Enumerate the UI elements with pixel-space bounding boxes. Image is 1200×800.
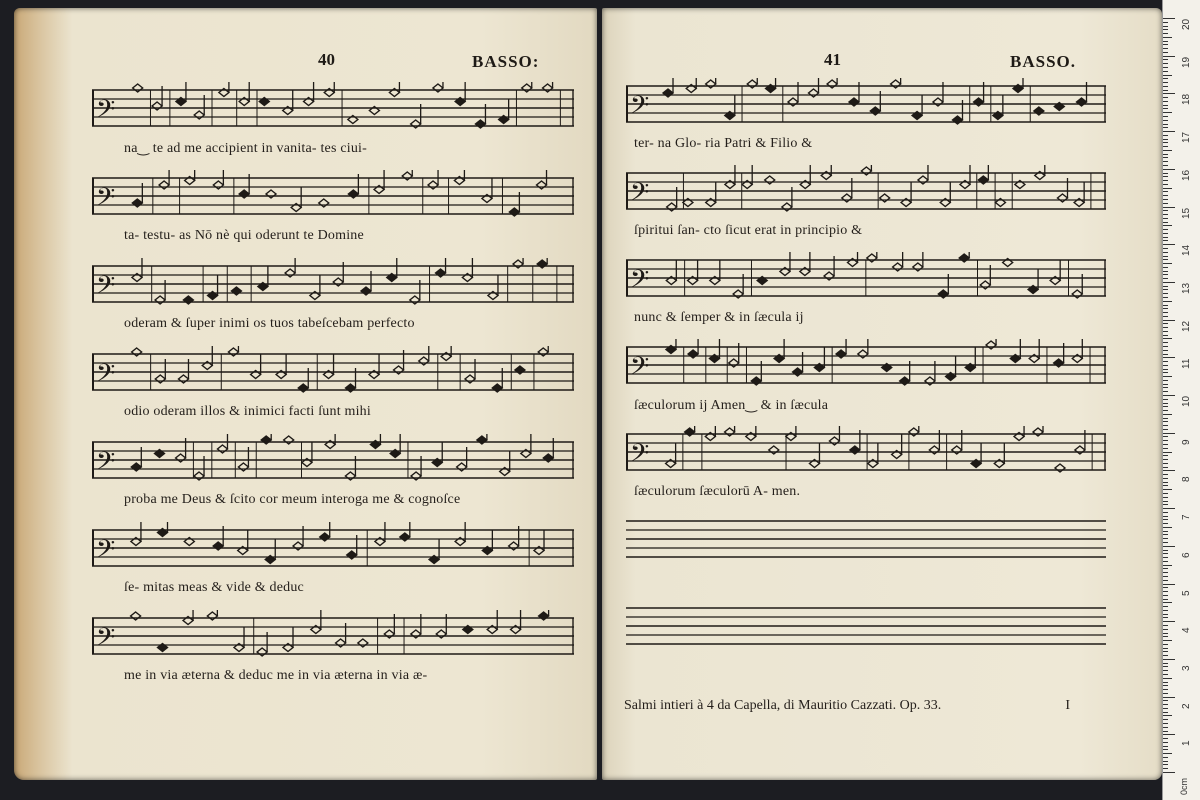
ruler-tick <box>1163 278 1168 279</box>
staff-lines <box>626 513 1106 571</box>
ruler-tick <box>1163 78 1168 79</box>
ruler-tick <box>1163 301 1172 302</box>
staff-system <box>92 434 574 507</box>
ruler-number: 3 <box>1181 665 1192 671</box>
lyric-line: nunc & ſemper & in ſæcula ij <box>634 310 804 325</box>
staff-system <box>92 170 574 243</box>
ruler-tick <box>1163 101 1168 102</box>
ruler-tick <box>1163 595 1168 596</box>
ruler-tick <box>1163 406 1168 407</box>
ruler-tick <box>1163 610 1168 611</box>
ruler-number: 13 <box>1181 282 1192 294</box>
ruler-tick <box>1163 237 1168 238</box>
staff-lines <box>626 165 1106 223</box>
ruler-tick <box>1163 523 1168 524</box>
staff-lines <box>92 82 574 140</box>
ruler-tick <box>1163 195 1168 196</box>
ruler-tick <box>1163 267 1168 268</box>
svg-text:𝄢: 𝄢 <box>96 95 116 130</box>
ruler-tick <box>1163 700 1168 701</box>
ruler-tick <box>1163 289 1168 290</box>
part-name: BASSO: <box>472 52 540 71</box>
ruler-tick <box>1163 715 1172 716</box>
ruler-tick <box>1163 248 1168 249</box>
ruler-tick <box>1163 184 1168 185</box>
ruler-tick <box>1163 452 1172 453</box>
ruler-tick <box>1163 531 1168 532</box>
ruler-tick <box>1163 320 1175 321</box>
ruler-tick <box>1163 93 1175 94</box>
ruler-tick <box>1163 146 1168 147</box>
ruler-number: 8 <box>1181 476 1192 483</box>
ruler-tick <box>1163 165 1168 166</box>
measurement-ruler: 20 19 18 17 16 15 14 13 12 11 10 9 8 7 6 5 4 3 2 1 0cm <box>1162 0 1200 800</box>
ruler-tick <box>1163 41 1168 42</box>
staff-system <box>92 82 574 156</box>
ruler-tick <box>1163 580 1168 581</box>
ruler-tick <box>1163 606 1168 607</box>
svg-text:𝄢: 𝄢 <box>96 447 116 482</box>
lyric-line: ſæculorum ij Amen‿ & in ſæcula <box>634 398 829 413</box>
ruler-tick <box>1163 761 1168 762</box>
ruler-tick <box>1163 599 1168 600</box>
ruler-tick <box>1163 421 1168 422</box>
ruler-tick <box>1163 105 1168 106</box>
ruler-tick <box>1163 191 1168 192</box>
staff-system <box>626 78 1106 151</box>
ruler-tick <box>1163 225 1172 226</box>
staff-lines <box>92 258 574 316</box>
ruler-tick <box>1163 738 1168 739</box>
ruler-tick <box>1163 350 1168 351</box>
ruler-tick <box>1163 233 1168 234</box>
ruler-number: 14 <box>1181 245 1192 257</box>
ruler-number: 4 <box>1181 627 1192 634</box>
ruler-tick <box>1163 749 1168 750</box>
ruler-tick <box>1163 56 1175 57</box>
lyric-line: odio oderam illos & inimici facti ſunt mihi <box>124 404 371 419</box>
ruler-tick <box>1163 188 1172 189</box>
ruler-tick <box>1163 746 1168 747</box>
ruler-tick <box>1163 139 1168 140</box>
ruler-tick <box>1163 395 1175 396</box>
ruler-tick <box>1163 648 1168 649</box>
ruler-tick <box>1163 342 1168 343</box>
ruler-number: 20 <box>1181 18 1192 30</box>
ruler-tick <box>1163 602 1172 603</box>
ruler-tick <box>1163 768 1168 769</box>
ruler-tick <box>1163 734 1175 735</box>
ruler-tick <box>1163 753 1172 754</box>
page-number: 40 <box>318 50 335 69</box>
ruler-tick <box>1163 561 1168 562</box>
ruler-tick <box>1163 259 1168 260</box>
ruler-tick <box>1163 354 1168 355</box>
ruler-tick <box>1163 568 1168 569</box>
ruler-tick <box>1163 97 1168 98</box>
ruler-tick <box>1163 365 1168 366</box>
ruler-tick <box>1163 33 1168 34</box>
ruler-tick <box>1163 576 1168 577</box>
ruler-tick <box>1163 614 1168 615</box>
footer-title: Salmi intieri à 4 da Capella, di Mauritio Cazzati. Op. 33. <box>624 698 942 713</box>
ruler-tick <box>1163 29 1168 30</box>
ruler-tick <box>1163 508 1175 509</box>
staff-system <box>92 522 574 595</box>
ruler-tick <box>1163 44 1168 45</box>
ruler-tick <box>1163 173 1168 174</box>
ruler-tick <box>1163 361 1168 362</box>
ruler-tick <box>1163 636 1168 637</box>
ruler-tick <box>1163 504 1168 505</box>
ruler-tick <box>1163 214 1168 215</box>
ruler-tick <box>1163 731 1168 732</box>
ruler-tick <box>1163 403 1168 404</box>
ruler-tick <box>1163 591 1168 592</box>
ruler-tick <box>1163 678 1172 679</box>
staff-system <box>626 252 1106 325</box>
ruler-tick <box>1163 621 1175 622</box>
ruler-tick <box>1163 357 1175 358</box>
lyric-line: ſpiritui ſan- cto ſicut erat in principio & <box>634 223 863 238</box>
ruler-tick <box>1163 478 1168 479</box>
ruler-tick <box>1163 666 1168 667</box>
ruler-tick <box>1163 90 1168 91</box>
ruler-tick <box>1163 150 1172 151</box>
ruler-tick <box>1163 418 1168 419</box>
ruler-tick <box>1163 59 1168 60</box>
ruler-tick <box>1163 372 1168 373</box>
ruler-tick <box>1163 436 1168 437</box>
ruler-tick <box>1163 542 1168 543</box>
ruler-tick <box>1163 380 1168 381</box>
ruler-tick <box>1163 222 1168 223</box>
ruler-tick <box>1163 429 1168 430</box>
ruler-tick <box>1163 659 1175 660</box>
svg-text:𝄢: 𝄢 <box>630 91 650 126</box>
ruler-tick <box>1163 697 1175 698</box>
ruler-tick <box>1163 640 1172 641</box>
part-name: BASSO. <box>1010 52 1076 71</box>
ruler-tick <box>1163 312 1168 313</box>
ruler-tick <box>1163 557 1168 558</box>
ruler-tick <box>1163 124 1168 125</box>
staff-system <box>626 165 1106 238</box>
ruler-tick <box>1163 335 1168 336</box>
ruler-tick <box>1163 712 1168 713</box>
ruler-tick <box>1163 685 1168 686</box>
ruler-tick <box>1163 180 1168 181</box>
ruler-tick <box>1163 384 1168 385</box>
ruler-tick <box>1163 82 1168 83</box>
ruler-tick <box>1163 48 1168 49</box>
staff-system <box>626 513 1106 571</box>
staff-lines <box>92 170 574 228</box>
ruler-number: 2 <box>1181 703 1192 709</box>
ruler-tick <box>1163 271 1168 272</box>
ruler-number: 11 <box>1181 358 1192 370</box>
ruler-tick <box>1163 305 1168 306</box>
lyric-line: na‿ te ad me accipient in vanita- tes ciui- <box>124 141 367 156</box>
ruler-tick <box>1163 433 1175 434</box>
ruler-number: 15 <box>1181 207 1192 219</box>
svg-text:𝄢: 𝄢 <box>96 359 116 394</box>
ruler-tick <box>1163 376 1172 377</box>
ruler-tick <box>1163 527 1172 528</box>
ruler-tick <box>1163 633 1168 634</box>
lyric-line: proba me Deus & ſcito cor meum interoga me & cognoſce <box>124 492 461 507</box>
ruler-tick <box>1163 63 1168 64</box>
staff-system <box>92 610 574 683</box>
staff-lines <box>626 600 1106 658</box>
ruler-tick <box>1163 764 1168 765</box>
ruler-tick <box>1163 629 1168 630</box>
ruler-tick <box>1163 297 1168 298</box>
ruler-tick <box>1163 67 1168 68</box>
ruler-tick <box>1163 670 1168 671</box>
lyric-line: ta- testu- as Nō nè qui oderunt te Domine <box>124 228 364 243</box>
ruler-tick <box>1163 587 1168 588</box>
ruler-tick <box>1163 282 1175 283</box>
ruler-tick <box>1163 501 1168 502</box>
ruler-tick <box>1163 644 1168 645</box>
page-number: 41 <box>824 50 841 69</box>
ruler-tick <box>1163 553 1168 554</box>
ruler-tick <box>1163 742 1168 743</box>
ruler-tick <box>1163 37 1172 38</box>
staff-system <box>92 258 574 331</box>
lyric-line: ſe- mitas meas & vide & deduc <box>124 580 304 595</box>
ruler-tick <box>1163 689 1168 690</box>
ruler-tick <box>1163 727 1168 728</box>
ruler-tick <box>1163 617 1168 618</box>
ruler-tick <box>1163 482 1168 483</box>
ruler-tick <box>1163 470 1175 471</box>
staff-lines <box>626 339 1106 397</box>
staff-lines <box>92 434 574 492</box>
ruler-tick <box>1163 410 1168 411</box>
ruler-tick <box>1163 331 1168 332</box>
ruler-tick <box>1163 512 1168 513</box>
ruler-tick <box>1163 176 1168 177</box>
ruler-tick <box>1163 572 1168 573</box>
ruler-tick <box>1163 308 1168 309</box>
ruler-tick <box>1163 719 1168 720</box>
ruler-tick <box>1163 674 1168 675</box>
ruler-tick <box>1163 274 1168 275</box>
ruler-tick <box>1163 207 1175 208</box>
svg-text:𝄢: 𝄢 <box>96 535 116 570</box>
ruler-tick <box>1163 584 1175 585</box>
ruler-tick <box>1163 463 1168 464</box>
ruler-tick <box>1163 497 1168 498</box>
ruler-tick <box>1163 651 1168 652</box>
ruler-tick <box>1163 135 1168 136</box>
ruler-number: 6 <box>1181 552 1192 558</box>
ruler-tick <box>1163 22 1168 23</box>
ruler-number: 16 <box>1181 169 1192 181</box>
ruler-tick <box>1163 161 1168 162</box>
ruler-tick <box>1163 485 1168 486</box>
staff-lines <box>626 78 1106 136</box>
staff-system <box>626 339 1106 413</box>
svg-text:𝄢: 𝄢 <box>630 178 650 213</box>
ruler-tick <box>1163 218 1168 219</box>
svg-text:𝄢: 𝄢 <box>96 271 116 306</box>
ruler-tick <box>1163 550 1168 551</box>
ruler-number: 5 <box>1181 589 1192 596</box>
ruler-tick <box>1163 516 1168 517</box>
ruler-tick <box>1163 131 1175 132</box>
ruler-tick <box>1163 546 1175 547</box>
ruler-tick <box>1163 493 1168 494</box>
ruler-tick <box>1163 723 1168 724</box>
ruler-tick <box>1163 440 1168 441</box>
ruler-tick <box>1163 203 1168 204</box>
ruler-tick <box>1163 71 1168 72</box>
svg-text:𝄢: 𝄢 <box>96 183 116 218</box>
staff-system <box>626 600 1106 658</box>
ruler-tick <box>1163 327 1168 328</box>
ruler-tick <box>1163 565 1172 566</box>
ruler-tick <box>1163 316 1168 317</box>
ruler-tick <box>1163 459 1168 460</box>
ruler-tick <box>1163 534 1168 535</box>
ruler-tick <box>1163 369 1168 370</box>
staff-lines <box>92 346 574 404</box>
ruler-tick <box>1163 757 1168 758</box>
ruler-tick <box>1163 199 1168 200</box>
ruler-tick <box>1163 387 1168 388</box>
ruler-tick <box>1163 263 1172 264</box>
left-page <box>14 8 597 780</box>
ruler-tick <box>1163 663 1168 664</box>
ruler-tick <box>1163 26 1168 27</box>
ruler-tick <box>1163 474 1168 475</box>
ruler-tick <box>1163 682 1168 683</box>
ruler-number: 9 <box>1181 439 1192 445</box>
ruler-tick <box>1163 210 1168 211</box>
ruler-tick <box>1163 704 1168 705</box>
ruler-tick <box>1163 127 1168 128</box>
ruler-tick <box>1163 75 1172 76</box>
ruler-tick <box>1163 489 1172 490</box>
ruler-tick <box>1163 538 1168 539</box>
staff-system <box>92 346 574 419</box>
ruler-tick <box>1163 229 1168 230</box>
svg-text:𝄢: 𝄢 <box>96 623 116 658</box>
ruler-tick <box>1163 169 1175 170</box>
ruler-tick <box>1163 338 1172 339</box>
staff-system <box>626 426 1106 499</box>
svg-text:𝄢: 𝄢 <box>630 352 650 387</box>
staff-lines <box>92 610 574 668</box>
ruler-number: 7 <box>1181 514 1192 521</box>
ruler-tick <box>1163 86 1168 87</box>
ruler-tick <box>1163 108 1168 109</box>
ruler-tick <box>1163 244 1175 245</box>
ruler-number: 17 <box>1181 131 1192 144</box>
ruler-tick <box>1163 346 1168 347</box>
ruler-tick <box>1163 399 1168 400</box>
ruler-tick <box>1163 444 1168 445</box>
ruler-tick <box>1163 519 1168 520</box>
ruler-tick <box>1163 708 1168 709</box>
ruler-number: 19 <box>1181 56 1192 68</box>
svg-text:𝄢: 𝄢 <box>630 265 650 300</box>
ruler-tick <box>1163 240 1168 241</box>
ruler-tick <box>1163 425 1168 426</box>
ruler-tick <box>1163 391 1168 392</box>
svg-text:𝄢: 𝄢 <box>630 439 650 474</box>
ruler-tick <box>1163 625 1168 626</box>
ruler-number: 1 <box>1181 740 1192 747</box>
lyric-line: oderam & ſuper inimi os tuos tabeſcebam perfecto <box>124 316 415 331</box>
ruler-tick <box>1163 293 1168 294</box>
ruler-tick <box>1163 252 1168 253</box>
ruler-tick <box>1163 414 1172 415</box>
ruler-tick <box>1163 18 1175 19</box>
ruler-tick <box>1163 112 1172 113</box>
ruler-number: 18 <box>1181 94 1192 106</box>
ruler-tick <box>1163 157 1168 158</box>
lyric-line: ſæculorum ſæculorū A- men. <box>634 484 801 499</box>
ruler-tick <box>1163 120 1168 121</box>
staff-lines <box>626 252 1106 310</box>
ruler-number: 10 <box>1181 395 1192 407</box>
ruler-tick <box>1163 323 1168 324</box>
staff-lines <box>626 426 1106 484</box>
lyric-line: me in via æterna & deduc me in via æterna in via æ- <box>124 668 428 683</box>
ruler-number: 12 <box>1181 320 1192 332</box>
ruler-tick <box>1163 655 1168 656</box>
ruler-tick <box>1163 693 1168 694</box>
ruler-tick <box>1163 154 1168 155</box>
ruler-tick <box>1163 467 1168 468</box>
ruler-tick <box>1163 142 1168 143</box>
ruler-tick <box>1163 116 1168 117</box>
right-page <box>602 8 1162 780</box>
ruler-tick <box>1163 448 1168 449</box>
staff-lines <box>92 522 574 580</box>
ruler-tick <box>1163 256 1168 257</box>
ruler-tick <box>1163 455 1168 456</box>
ruler-tick <box>1163 286 1168 287</box>
ruler-tick <box>1163 52 1168 53</box>
ruler-tick <box>1163 772 1175 773</box>
lyric-line: ter- na Glo- ria Patri & Filio & <box>634 136 813 151</box>
signature-mark: I <box>1065 698 1070 713</box>
